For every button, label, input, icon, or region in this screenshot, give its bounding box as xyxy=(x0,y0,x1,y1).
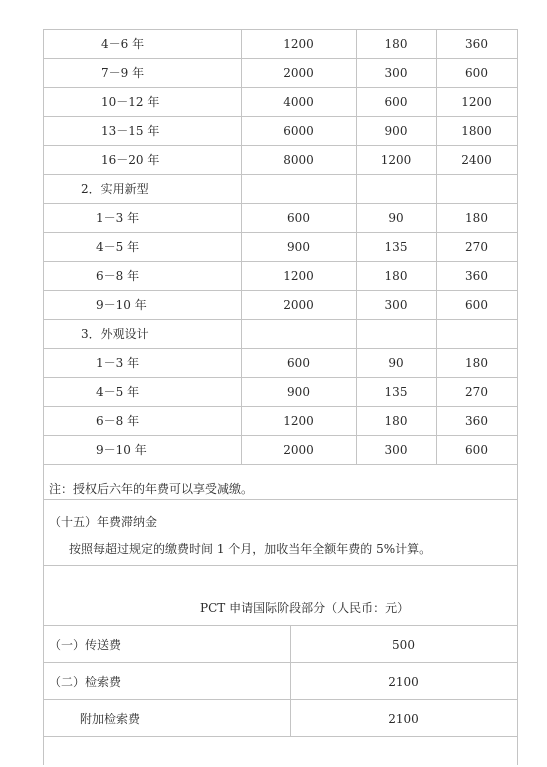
fee-cell-col3: 270 xyxy=(465,385,488,399)
pct-row-divider xyxy=(43,736,517,737)
fee-cell-col1: 6000 xyxy=(283,124,314,138)
pct-fee-value: 500 xyxy=(392,638,415,652)
term-label: 1－3 年 xyxy=(96,356,140,370)
row-divider xyxy=(43,145,517,146)
fee-cell-col2: 300 xyxy=(384,66,408,80)
fee-cell-col2: 900 xyxy=(384,124,408,138)
fee-cell-col3: 1200 xyxy=(461,95,492,109)
note-divider xyxy=(43,499,517,500)
fee-cell-col1: 8000 xyxy=(283,153,314,167)
fee-cell-col2: 135 xyxy=(384,240,408,254)
fee-cell-col3: 360 xyxy=(465,414,488,428)
row-divider xyxy=(43,435,517,436)
fee-cell-col3: 600 xyxy=(465,298,488,312)
fee-cell-col1: 900 xyxy=(287,240,310,254)
term-label: 6－8 年 xyxy=(96,269,140,283)
fee-cell-col3: 360 xyxy=(465,37,488,51)
term-label: 6－8 年 xyxy=(96,414,140,428)
fee-cell-col3: 2400 xyxy=(461,153,492,167)
row-divider xyxy=(43,377,517,378)
fee-cell-col3: 180 xyxy=(465,356,488,370)
row-divider xyxy=(43,261,517,262)
fee-cell-col2: 135 xyxy=(384,385,408,399)
fee-cell-col3: 270 xyxy=(465,240,488,254)
fee-cell-col2: 1200 xyxy=(380,153,412,167)
row-divider xyxy=(43,174,517,175)
term-label: 4－6 年 xyxy=(101,37,145,51)
term-label: 9－10 年 xyxy=(96,298,147,312)
row-divider xyxy=(43,232,517,233)
late-fee-heading: （十五）年费滞纳金 xyxy=(49,515,158,529)
pct-title-divider xyxy=(43,625,517,626)
fee-cell-col3: 600 xyxy=(465,66,488,80)
term-label: 10－12 年 xyxy=(101,95,160,109)
fee-cell-col1: 600 xyxy=(287,356,310,370)
row-divider xyxy=(43,203,517,204)
fee-cell-col2: 180 xyxy=(384,269,408,283)
section-label: 2．实用新型 xyxy=(81,182,149,196)
pct-fee-label: （一）传送费 xyxy=(49,638,122,652)
fee-cell-col1: 2000 xyxy=(283,66,314,80)
fee-cell-col1: 1200 xyxy=(283,37,314,51)
fee-cell-col2: 600 xyxy=(384,95,408,109)
pct-row-divider xyxy=(43,662,517,663)
row-divider xyxy=(43,290,517,291)
pct-fee-value: 2100 xyxy=(388,712,419,726)
pct-fee-label: （二）检索费 xyxy=(49,675,122,689)
fee-cell-col1: 2000 xyxy=(283,443,314,457)
term-label: 9－10 年 xyxy=(96,443,147,457)
row-divider xyxy=(43,348,517,349)
row-divider xyxy=(43,464,517,465)
pct-section-title: PCT 申请国际阶段部分（人民币：元） xyxy=(200,601,410,615)
row-divider xyxy=(43,319,517,320)
fee-cell-col2: 180 xyxy=(384,37,408,51)
fee-cell-col1: 4000 xyxy=(283,95,314,109)
fee-cell-col3: 180 xyxy=(465,211,488,225)
term-label: 1－3 年 xyxy=(96,211,140,225)
fee-cell-col2: 300 xyxy=(384,443,408,457)
term-label: 16－20 年 xyxy=(101,153,160,167)
row-divider xyxy=(43,29,517,30)
fee-cell-col1: 600 xyxy=(287,211,310,225)
fee-cell-col2: 180 xyxy=(384,414,408,428)
fee-cell-col2: 90 xyxy=(388,356,404,370)
pct-fee-label: 附加检索费 xyxy=(80,712,141,726)
term-label: 4－5 年 xyxy=(96,240,140,254)
pct-row-divider xyxy=(43,699,517,700)
fee-cell-col1: 2000 xyxy=(283,298,314,312)
term-label: 4－5 年 xyxy=(96,385,140,399)
fee-cell-col2: 90 xyxy=(388,211,404,225)
late-fee-text: 按照每超过规定的缴费时间 1 个月，加收当年全额年费的 5%计算。 xyxy=(69,542,432,556)
fee-cell-col3: 1800 xyxy=(461,124,492,138)
term-label: 7－9 年 xyxy=(101,66,145,80)
fee-cell-col2: 300 xyxy=(384,298,408,312)
row-divider xyxy=(43,116,517,117)
fee-cell-col3: 360 xyxy=(465,269,488,283)
row-divider xyxy=(43,58,517,59)
late-fee-divider xyxy=(43,565,517,566)
fee-cell-col1: 1200 xyxy=(283,414,314,428)
fee-cell-col1: 1200 xyxy=(283,269,314,283)
fee-cell-col3: 600 xyxy=(465,443,488,457)
fee-cell-col1: 900 xyxy=(287,385,310,399)
row-divider xyxy=(43,406,517,407)
row-divider xyxy=(43,87,517,88)
table-right-border xyxy=(517,29,518,765)
pct-fee-value: 2100 xyxy=(388,675,419,689)
reduction-note: 注：授权后六年的年费可以享受减缴。 xyxy=(49,482,254,496)
table-left-border xyxy=(43,29,44,765)
section-label: 3．外观设计 xyxy=(81,327,149,341)
term-label: 13－15 年 xyxy=(101,124,160,138)
